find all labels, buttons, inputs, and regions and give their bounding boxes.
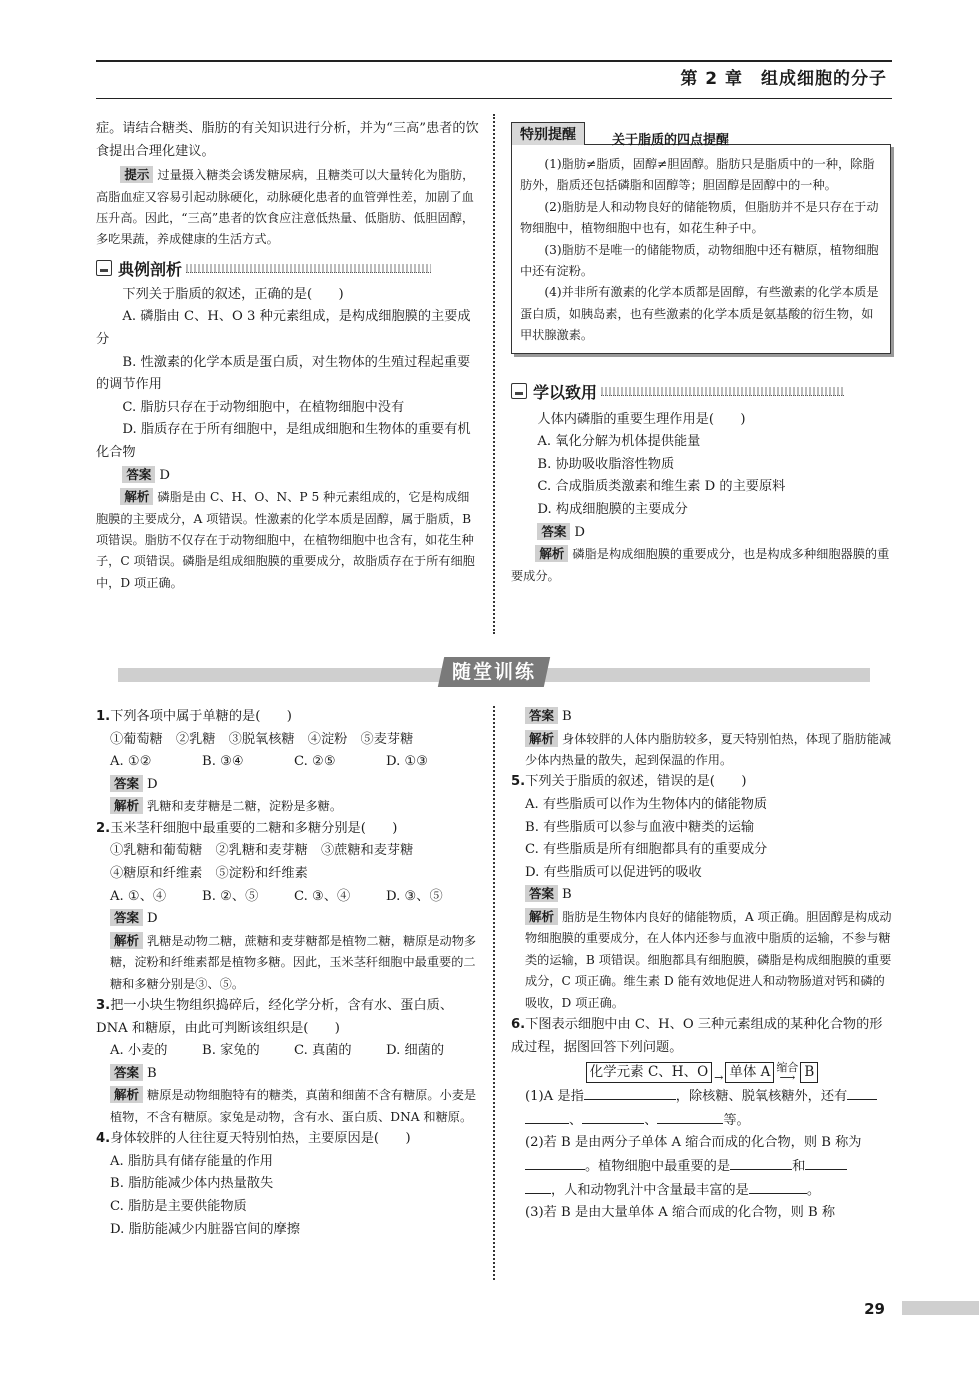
q4-option-d: D. 脂肪能减少内脏器官间的摩擦 [110, 1221, 300, 1237]
answer-value: B [562, 709, 572, 724]
analysis-tag: 解析 [110, 932, 143, 949]
q2-answer [96, 908, 481, 931]
q1-analysis [96, 796, 481, 817]
intro-paragraph: 症。请结合糖类、脂肪的有关知识进行分析，并为“三高”患者的饮食提出合理化建议。 [96, 121, 479, 159]
section-rule [601, 387, 844, 396]
answer-tag: 答案 [525, 707, 558, 724]
q2-option-b: B. ②、⑤ [202, 888, 259, 904]
q1-stem: 1.下列各项中属于单糖的是( ) [96, 709, 292, 724]
apply-question: 人体内磷脂的重要生理作用是( ) [537, 411, 746, 427]
q2-analysis [96, 931, 481, 995]
q3-option-c: C. 真菌的 [294, 1043, 352, 1059]
right-bottom-column [511, 706, 893, 1225]
flow-arrow-2: 缩合 ⟶ [776, 1060, 799, 1084]
analysis-tag: 解析 [535, 545, 568, 562]
q6-sub3: (3)若 B 是由大量单体 A 缩合而成的化合物，则 B 称 [525, 1205, 836, 1221]
example-option-a: A. 磷脂由 C、H、O 3 种元素组成，是构成细胞膜的主要成分 [96, 309, 471, 347]
q2-option-d: D. ③、⑤ [386, 888, 443, 904]
apply-block [511, 409, 891, 587]
q3-option-d: D. 细菌的 [386, 1043, 445, 1059]
q3-stem: 3.把一小块生物组织捣碎后，经化学分析，含有水、蛋白质、DNA 和糖原，由此可判断该组织是( ) [96, 997, 454, 1036]
q5-option-c: C. 有些脂质是所有细胞都具有的重要成分 [525, 842, 768, 858]
flow-box-elements: 化学元素 C、H、O [586, 1062, 712, 1083]
section-title-apply: 学以致用 [533, 382, 598, 402]
section-rule [186, 264, 431, 273]
left-top-column [96, 118, 481, 594]
hint-tag: 提示 [120, 166, 153, 183]
q2-stem: 2.玉米茎秆细胞中最重要的二糖和多糖分别是( ) [96, 820, 398, 836]
answer-tag: 答案 [110, 909, 143, 926]
blank[interactable] [847, 1085, 877, 1100]
example-option-c: C. 脂肪只存在于动物细胞中，在植物细胞中没有 [122, 399, 405, 415]
answer-value: D [159, 467, 170, 483]
banner-label: 随堂训练 [451, 661, 536, 683]
answer-tag: 答案 [122, 466, 155, 483]
q3-option-a: A. 小麦的 [110, 1043, 168, 1059]
q4-stem: 4.身体较胖的人往往夏天特别怕热，主要原因是( ) [96, 1131, 411, 1147]
q2-items-2: ④糖原和纤维素 ⑤淀粉和纤维素 [110, 865, 308, 881]
reminder-item-4: (4)并非所有激素的化学本质都是固醇，有些激素的化学本质是蛋白质，如胰岛素，也有些激素的化学本质是氨基酸的衍生物，如甲状腺激素。 [520, 285, 879, 343]
q1-option-d: D. ①③ [386, 754, 429, 770]
answer-tag: 答案 [110, 775, 143, 792]
left-bottom-column [96, 706, 481, 1241]
q5-analysis [511, 907, 893, 1014]
answer-value: D [147, 776, 158, 792]
q6-stem: 6.下图表示细胞中由 C、H、O 三种元素组成的某种化合物的形成过程，据图回答下列问题。 [511, 1017, 883, 1055]
hint-text: 过量摄入糖类会诱发糖尿病，且糖类可以大量转化为脂肪，高脂血症又容易引起动脉硬化，动脉硬化患者的血管弹性差，加剧了血压升高。因此，“三高”患者的饮食应注意低热量、低脂肪、低胆固醇，多吃果蔬，养成健康的生活方式。 [96, 168, 475, 247]
q5-answer [511, 884, 893, 907]
q4-analysis [511, 729, 893, 772]
banner-practice [438, 657, 550, 687]
example-option-b: B. 性激素的化学本质是蛋白质，对生物体的生殖过程起重要的调节作用 [96, 354, 471, 393]
q3-analysis [96, 1085, 481, 1128]
blank[interactable] [525, 1109, 569, 1124]
apply-analysis [511, 544, 891, 587]
analysis-tag: 解析 [110, 797, 143, 814]
section-icon [96, 260, 112, 276]
answer-value: D [147, 911, 158, 927]
apply-option-d: D. 构成细胞膜的主要成分 [537, 502, 688, 518]
q1-items: ①葡萄糖 ②乳糖 ③脱氧核糖 ④淀粉 ⑤麦芽糖 [110, 731, 414, 747]
answer-tag: 答案 [525, 885, 558, 902]
page-number-bar [902, 1301, 979, 1315]
q3-options [96, 1040, 481, 1063]
page-number: 29 [864, 1300, 885, 1318]
answer-tag: 答案 [537, 523, 570, 540]
example-question: 下列关于脂质的叙述，正确的是( ) [122, 286, 344, 302]
header-rule-top [96, 60, 892, 62]
blank[interactable] [805, 1155, 847, 1170]
answer-value: B [147, 1065, 157, 1081]
reminder-box-title: 关于脂质的四点提醒 [612, 133, 730, 148]
q1-option-c: C. ②⑤ [294, 754, 336, 770]
section-heading-apply [511, 380, 844, 403]
q5-option-b: B. 有些脂质可以参与血液中糖类的运输 [525, 819, 755, 835]
q2-items-1: ①乳糖和葡萄糖 ②乳糖和麦芽糖 ③蔗糖和麦芽糖 [110, 843, 414, 859]
analysis-text: 脂肪是生物体内良好的储能物质，A 项正确。胆固醇是构成动物细胞膜的重要成分，在人体内还参与血液中脂质的运输，不参与糖类的运输，B 项错误。细胞都具有细胞膜，磷脂是构成细胞膜的重要成分，C 项正确。维生素 D 能有效地促进人和动物肠道对钙和磷的吸收，D 项正确。 [525, 909, 892, 1010]
flow-box-monomer: 单体 A [725, 1062, 774, 1083]
q3-option-b: B. 家兔的 [202, 1043, 260, 1059]
q2-option-a: A. ①、④ [110, 888, 167, 904]
header-rule-bottom [96, 98, 892, 99]
section-title-example: 典例剖析 [118, 259, 183, 279]
apply-option-c: C. 合成脂质类激素和维生素 D 的主要原料 [537, 479, 786, 495]
q6-sub1: (1)A 是指 ，除核糖、脱氧核糖外，还有 、 、 等。 [511, 1085, 893, 1132]
blank[interactable] [582, 1109, 644, 1124]
analysis-text: 乳糖和麦芽糖是二糖，淀粉是多糖。 [147, 799, 343, 814]
blank[interactable] [730, 1155, 792, 1170]
q1-option-b: B. ③④ [202, 754, 244, 770]
example-answer [96, 465, 481, 488]
blank[interactable] [657, 1109, 723, 1124]
analysis-text: 糖原是动物细胞特有的糖类，真菌和细菌不含有糖原。小麦是植物，不含有糖原。家兔是动物，含有水、蛋白质、DNA 和糖原。 [110, 1088, 477, 1124]
analysis-tag: 解析 [525, 730, 558, 747]
apply-answer [511, 522, 891, 545]
q5-stem: 5.下列关于脂质的叙述，错误的是( ) [511, 774, 747, 790]
example-option-d: D. 脂质存在于所有细胞中，是组成细胞和生物体的重要有机化合物 [96, 422, 471, 460]
analysis-text: 磷脂是由 C、H、O、N、P 5 种元素组成的，它是构成细胞膜的主要成分，A 项错误。性激素的化学本质是固醇，属于脂质，B 项错误。脂肪不仅存在于动物细胞中，在植物细胞中也含有，如花生种子，C 项错误。磷脂是组成细胞膜的重要成分，故脂质存在于所有细胞中，D 项正确。 [96, 490, 475, 590]
q2-option-c: C. ③、④ [294, 888, 351, 904]
apply-option-b: B. 协助吸收脂溶性物质 [537, 456, 675, 472]
q6-sub2: (2)若 B 是由两分子单体 A 缩合而成的化合物，则 B 称为 。植物细胞中最重要的是 和 ，人和动物乳汁中含量最丰富的是 。 [525, 1135, 862, 1198]
flow-arrow-1: → [714, 1070, 724, 1084]
section-icon [511, 383, 527, 399]
q6-flow-diagram [511, 1062, 893, 1083]
analysis-text: 磷脂是构成细胞膜的重要成分，也是构成多种细胞器膜的重要成分。 [511, 547, 890, 583]
q5-option-d: D. 有些脂质可以促进钙的吸收 [525, 864, 702, 880]
apply-option-a: A. 氧化分解为机体提供能量 [537, 434, 701, 450]
right-top-column [511, 122, 891, 587]
analysis-tag: 解析 [525, 908, 558, 925]
reminder-tab: 特别提醒 [511, 122, 585, 145]
q1-answer [96, 774, 481, 797]
q2-options [96, 886, 481, 909]
flow-box-b: B [800, 1062, 818, 1083]
q4-option-b: B. 脂肪能减少体内热量散失 [110, 1176, 274, 1192]
blank[interactable] [584, 1085, 676, 1100]
q4-option-c: C. 脂肪是主要供能物质 [110, 1198, 247, 1214]
reminder-item-2: (2)脂肪是人和动物良好的储能物质，但脂肪并不是只存在于动物细胞中，植物细胞中也有，如花生种子中。 [520, 199, 879, 236]
q5-option-a: A. 有些脂质可以作为生物体内的储能物质 [525, 797, 768, 812]
q4-answer [511, 706, 893, 729]
section-heading-example [96, 257, 431, 280]
blank[interactable] [749, 1179, 807, 1194]
answer-tag: 答案 [110, 1064, 143, 1081]
analysis-tag: 解析 [120, 488, 153, 505]
q3-answer [96, 1063, 481, 1086]
analysis-tag: 解析 [110, 1086, 143, 1103]
example-analysis [96, 487, 481, 594]
answer-value: D [574, 524, 585, 540]
blank[interactable] [525, 1155, 585, 1170]
flow-arrow-label: 缩合 [776, 1060, 799, 1074]
analysis-text: 乳糖是动物二糖，蔗糖和麦芽糖都是植物二糖，糖原是动物多糖，淀粉和纤维素都是植物多糖。因此，玉米茎秆细胞中最重要的二糖和多糖分别是③、⑤。 [110, 933, 477, 991]
q1-option-a: A. ①② [110, 754, 152, 770]
q4-option-a: A. 脂肪具有储存能量的作用 [110, 1153, 273, 1169]
hint-paragraph [96, 165, 481, 251]
reminder-item-3: (3)脂肪不是唯一的储能物质，动物细胞中还有糖原，植物细胞中还有淀粉。 [520, 242, 879, 279]
reminder-item-1: (1)脂肪≠脂质，固醇≠胆固醇。脂肪只是脂质中的一种，除脂肪外，脂质还包括磷脂和固醇等；胆固醇是固醇中的一种。 [520, 157, 875, 193]
analysis-text: 身体较胖的人体内脂肪较多，夏天特别怕热，体现了脂肪能减少体内热量的散失，起到保温的作用。 [525, 731, 892, 767]
blank[interactable] [525, 1179, 551, 1194]
answer-value: B [562, 887, 572, 903]
chapter-title: 第 2 章 组成细胞的分子 [680, 69, 887, 89]
column-divider-top [493, 114, 495, 634]
column-divider-bottom [493, 706, 495, 1280]
q1-options [96, 751, 481, 774]
